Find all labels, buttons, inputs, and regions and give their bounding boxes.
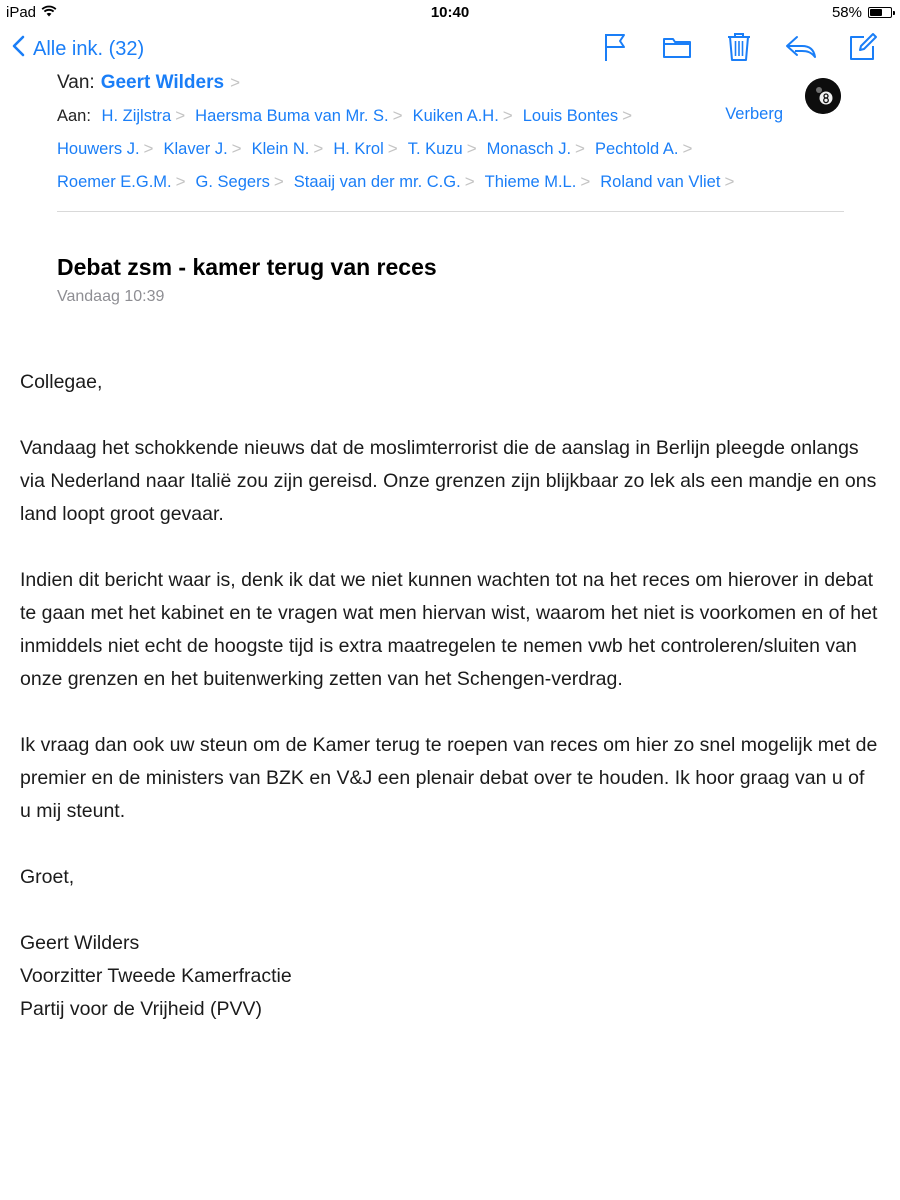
recipient-name: Kuiken A.H. — [412, 107, 499, 125]
recipient-item[interactable] — [196, 173, 284, 191]
clock: 10:40 — [430, 4, 470, 21]
message-header — [57, 72, 847, 193]
mail-navbar — [0, 26, 900, 72]
status-bar — [0, 0, 900, 26]
avatar[interactable] — [805, 78, 841, 114]
delete-button[interactable] — [722, 32, 756, 66]
from-label: Van: — [57, 72, 95, 93]
recipient-name: Houwers J. — [57, 140, 140, 158]
signature-line: Geert Wilders — [20, 932, 140, 954]
sender-name[interactable]: Geert Wilders — [100, 72, 225, 93]
recipient-name: Klaver J. — [163, 140, 228, 158]
recipient-item[interactable] — [595, 140, 692, 158]
recipients-line-3 — [57, 171, 847, 193]
header-divider — [57, 211, 844, 212]
flag-icon — [602, 32, 628, 67]
chevron-right-icon: > — [230, 73, 240, 92]
recipient-name: Haersma Buma van Mr. S. — [195, 107, 389, 125]
back-button[interactable] — [12, 35, 144, 63]
recipient-item[interactable] — [485, 173, 591, 191]
message-body — [20, 366, 880, 1026]
body-paragraph-1: Vandaag het schokkende nieuws dat de moslimterrorist die de aanslag in Berlijn pleegde onlangs via Nederland naar Italië zou zijn gereisd. Onze grenzen zijn blijkbaar zo lek als een mandje en ons land loopt groot gevaar. — [20, 437, 877, 525]
battery-percent: 58% — [831, 4, 862, 21]
chevron-right-icon: > — [313, 139, 324, 158]
reply-icon — [785, 34, 817, 65]
recipient-name: Roemer E.G.M. — [57, 173, 172, 191]
chevron-right-icon: > — [387, 139, 398, 158]
chevron-right-icon: > — [466, 139, 477, 158]
chevron-right-icon: > — [724, 172, 735, 191]
chevron-right-icon: > — [580, 172, 591, 191]
signature — [20, 927, 880, 1026]
carrier-label: iPad — [6, 4, 37, 21]
chevron-left-icon — [12, 35, 25, 63]
back-label: Alle ink. (32) — [33, 37, 145, 60]
message-date: Vandaag 10:39 — [57, 288, 165, 305]
recipient-item[interactable] — [195, 107, 402, 125]
recipient-name: Pechtold A. — [594, 140, 679, 158]
compose-button[interactable] — [846, 32, 880, 66]
recipient-name: T. Kuzu — [407, 140, 463, 158]
battery-status — [832, 4, 892, 21]
recipient-name: Staaij van der mr. C.G. — [293, 173, 461, 191]
recipient-item[interactable] — [163, 140, 241, 158]
recipient-item[interactable] — [333, 140, 397, 158]
recipient-item[interactable] — [408, 140, 477, 158]
battery-icon — [868, 7, 892, 18]
chevron-right-icon: > — [143, 139, 154, 158]
sender-row — [57, 72, 847, 94]
message-toolbar — [598, 32, 880, 66]
reply-button[interactable] — [784, 32, 818, 66]
body-paragraph-3: Ik vraag dan ook uw steun om de Kamer terug te roepen van reces om hier zo snel mogelijk met de premier en de ministers van BZK en V&J een plenair debat over te houden. Ik hoor graag van u of u mij steunt. — [20, 734, 878, 822]
chevron-right-icon: > — [392, 106, 403, 125]
message-subject: Debat zsm - kamer terug van reces — [57, 254, 437, 280]
compose-icon — [848, 32, 878, 67]
recipient-name: H. Krol — [333, 140, 384, 158]
recipient-item[interactable] — [413, 107, 513, 125]
eight-ball-icon — [805, 78, 841, 114]
recipient-item[interactable] — [523, 107, 632, 125]
recipients-line-2 — [57, 138, 847, 160]
recipient-name: H. Zijlstra — [101, 107, 172, 125]
chevron-right-icon: > — [273, 172, 284, 191]
chevron-right-icon: > — [175, 172, 186, 191]
recipient-item[interactable] — [252, 140, 324, 158]
recipient-item[interactable] — [102, 107, 186, 125]
chevron-right-icon: > — [575, 139, 585, 158]
recipient-name: Monasch J. — [486, 140, 572, 158]
chevron-right-icon: > — [682, 139, 693, 158]
recipient-name: Louis Bontes — [522, 107, 619, 125]
trash-icon — [726, 32, 752, 67]
hide-recipients-link[interactable]: Verberg — [725, 105, 783, 123]
recipient-item[interactable] — [57, 173, 186, 191]
body-paragraph-2: Indien dit bericht waar is, denk ik dat we niet kunnen wachten tot na het reces om hierover in debat te gaan met het kabinet en te vragen wat men hiervan wist, waarom het niet is voorkomen en of het inmiddels niet echt de hoogste tijd is extra maatregelen te nemen vwb het controleren/sluiten van onze grenzen en het buitenwerking zetten van het Schengen-verdrag. — [20, 569, 878, 690]
recipient-name: G. Segers — [195, 173, 270, 191]
recipient-item[interactable] — [57, 140, 153, 158]
chevron-right-icon: > — [231, 139, 242, 158]
recipient-item[interactable] — [487, 140, 585, 158]
signature-line: Partij voor de Vrijheid (PVV) — [20, 998, 263, 1020]
move-to-folder-button[interactable] — [660, 32, 694, 66]
closing: Groet, — [20, 866, 75, 888]
chevron-right-icon: > — [622, 106, 633, 125]
flag-button[interactable] — [598, 32, 632, 66]
recipient-item[interactable] — [294, 173, 475, 191]
recipient-item[interactable] — [600, 173, 734, 191]
chevron-right-icon: > — [502, 106, 513, 125]
folder-icon — [662, 35, 692, 64]
recipient-name: Thieme M.L. — [484, 173, 577, 191]
to-label: Aan: — [57, 107, 91, 125]
recipient-name: Klein N. — [251, 140, 310, 158]
chevron-right-icon: > — [175, 106, 186, 125]
signature-line: Voorzitter Tweede Kamerfractie — [20, 965, 292, 987]
recipient-name: Roland van Vliet — [600, 173, 721, 191]
chevron-right-icon: > — [464, 172, 475, 191]
greeting: Collegae, — [20, 371, 103, 393]
